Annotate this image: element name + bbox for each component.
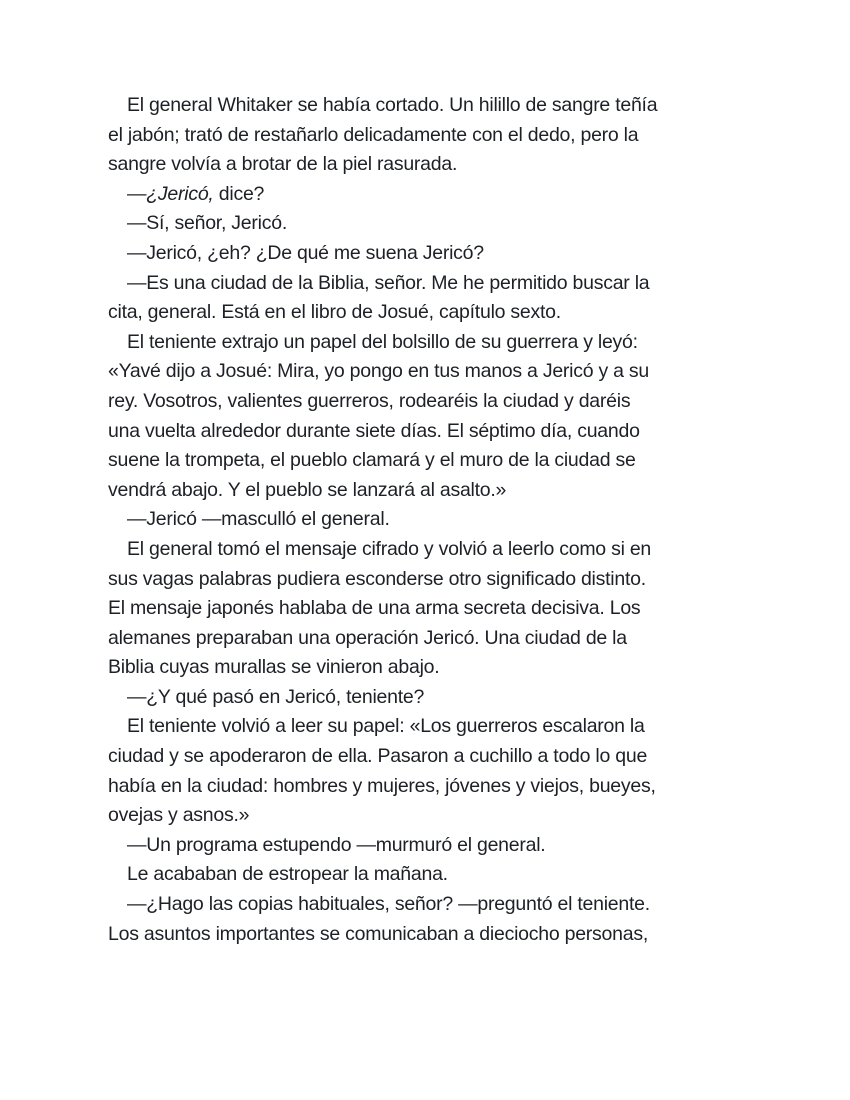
text-segment: sangre volvía a brotar de la piel rasurada. bbox=[108, 153, 458, 176]
text-line bbox=[108, 624, 768, 654]
text-segment: una vuelta alrededor durante siete días. El séptimo día, cuando bbox=[108, 419, 640, 442]
text-line bbox=[108, 712, 768, 742]
text-segment: sus vagas palabras pudiera esconderse otro significado distinto. bbox=[108, 567, 646, 590]
text-segment: suene la trompeta, el pueblo clamará y el muro de la ciudad se bbox=[108, 449, 636, 472]
text-line bbox=[108, 417, 768, 447]
text-line bbox=[108, 920, 768, 950]
text-line bbox=[108, 801, 768, 831]
text-segment: había en la ciudad: hombres y mujeres, jóvenes y viejos, bueyes, bbox=[108, 774, 656, 797]
text-line bbox=[108, 91, 768, 121]
text-line bbox=[108, 446, 768, 476]
text-segment: —Es una ciudad de la Biblia, señor. Me he permitido buscar la bbox=[127, 271, 650, 294]
text-segment: —¿Y qué pasó en Jericó, teniente? bbox=[127, 685, 425, 708]
text-segment: —Sí, señor, Jericó. bbox=[127, 212, 287, 235]
text-block bbox=[108, 91, 768, 949]
text-line bbox=[108, 535, 768, 565]
text-segment: dice? bbox=[213, 182, 265, 205]
text-segment: cita, general. Está en el libro de Josué, capítulo sexto. bbox=[108, 301, 561, 324]
text-segment: Le acababan de estropear la mañana. bbox=[127, 863, 448, 886]
text-segment: ovejas y asnos.» bbox=[108, 804, 250, 827]
text-line bbox=[108, 387, 768, 417]
text-line bbox=[108, 328, 768, 358]
text-line bbox=[108, 772, 768, 802]
text-segment: rey. Vosotros, valientes guerreros, rodearéis la ciudad y daréis bbox=[108, 389, 631, 412]
text-line bbox=[108, 683, 768, 713]
text-segment: El general tomó el mensaje cifrado y volvió a leerlo como si en bbox=[127, 537, 652, 560]
text-segment: El general Whitaker se había cortado. Un hilillo de sangre teñía bbox=[127, 94, 658, 116]
text-segment: ciudad y se apoderaron de ella. Pasaron a cuchillo a todo lo que bbox=[108, 745, 648, 768]
text-segment: —Un programa estupendo —murmuró el general. bbox=[127, 833, 546, 856]
text-line bbox=[108, 653, 768, 683]
text-segment: vendrá abajo. Y el pueblo se lanzará al asalto.» bbox=[108, 478, 507, 501]
text-line bbox=[108, 298, 768, 328]
text-segment: El mensaje japonés hablaba de una arma secreta decisiva. Los bbox=[108, 597, 641, 620]
text-segment: — bbox=[127, 182, 147, 205]
text-line bbox=[108, 565, 768, 595]
italic-text-segment: ¿Jericó, bbox=[146, 182, 214, 205]
text-segment: El teniente volvió a leer su papel: «Los guerreros escalaron la bbox=[127, 715, 645, 738]
text-segment: El teniente extrajo un papel del bolsillo de su guerrera y leyó: bbox=[127, 330, 638, 353]
text-line bbox=[108, 594, 768, 624]
text-segment: —Jericó —masculló el general. bbox=[127, 508, 390, 531]
text-segment: —¿Hago las copias habituales, señor? —preguntó el teniente. bbox=[127, 893, 650, 916]
text-segment: —Jericó, ¿eh? ¿De qué me suena Jericó? bbox=[127, 241, 484, 264]
text-line bbox=[108, 150, 768, 180]
text-line bbox=[108, 269, 768, 299]
text-line bbox=[108, 476, 768, 506]
text-line bbox=[108, 742, 768, 772]
text-line bbox=[108, 505, 768, 535]
text-line bbox=[108, 860, 768, 890]
text-segment: Biblia cuyas murallas se vinieron abajo. bbox=[108, 656, 440, 679]
text-line bbox=[108, 357, 768, 387]
text-segment: alemanes preparaban una operación Jericó. Una ciudad de la bbox=[108, 626, 627, 649]
text-line bbox=[108, 890, 768, 920]
text-line bbox=[108, 831, 768, 861]
text-line bbox=[108, 180, 768, 210]
text-segment: Los asuntos importantes se comunicaban a dieciocho personas, bbox=[108, 922, 648, 945]
text-line bbox=[108, 209, 768, 239]
text-line bbox=[108, 121, 768, 151]
text-segment: «Yavé dijo a Josué: Mira, yo pongo en tus manos a Jericó y a su bbox=[108, 360, 650, 383]
text-segment: el jabón; trató de restañarlo delicadamente con el dedo, pero la bbox=[108, 123, 639, 146]
text-line bbox=[108, 239, 768, 269]
